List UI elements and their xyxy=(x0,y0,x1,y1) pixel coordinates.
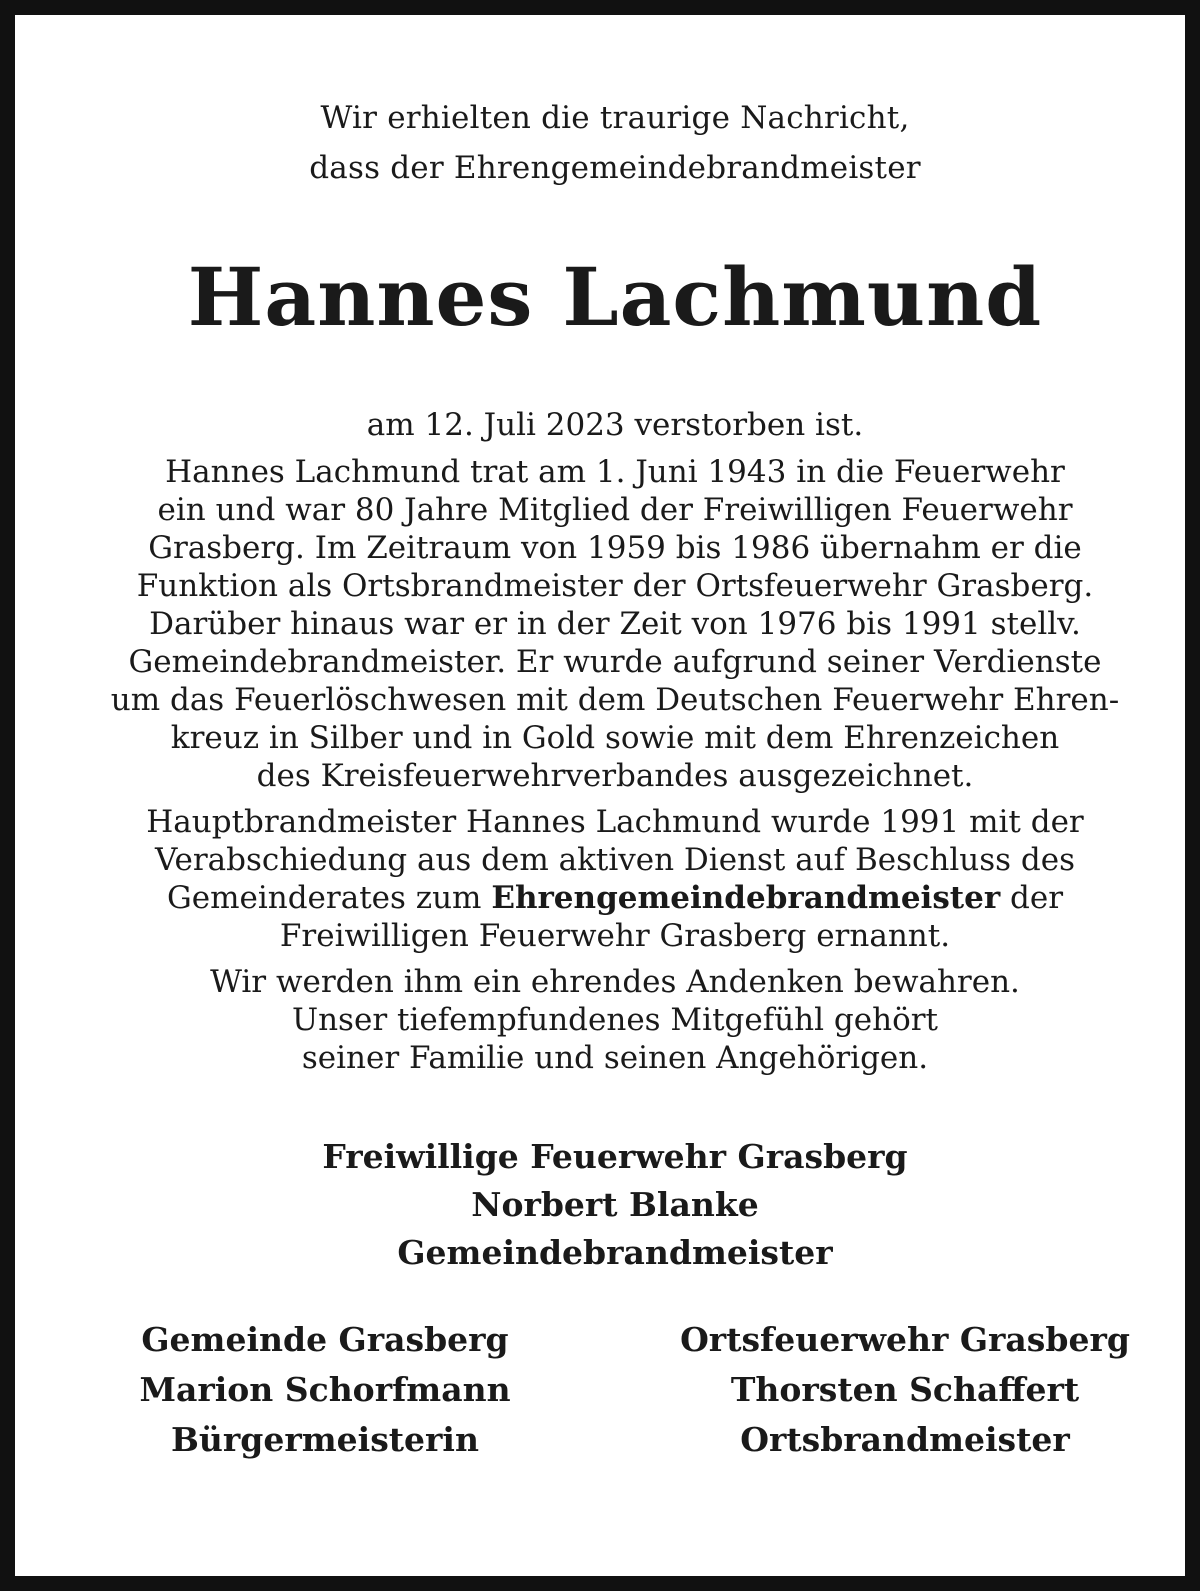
biography-line xyxy=(45,879,1185,917)
honorary-title: Ehrengemeindebrandmeister xyxy=(491,880,1001,916)
signatory-organization: Ortsfeuerwehr Grasberg xyxy=(680,1320,1130,1359)
intro-text xyxy=(45,93,1185,193)
biography-paragraph-1 xyxy=(45,453,1185,795)
signatory-organization: Freiwillige Feuerwehr Grasberg xyxy=(322,1137,908,1176)
closing-line: Wir werden ihm ein ehrendes Andenken bewahren. xyxy=(210,964,1020,1000)
signatory-left xyxy=(45,1315,605,1465)
obituary-content xyxy=(45,45,1185,1465)
biography-line: ein und war 80 Jahre Mitglied der Freiwilligen Feuerwehr xyxy=(157,492,1073,528)
biography-line: Hauptbrandmeister Hannes Lachmund wurde 1991 mit der xyxy=(146,804,1084,840)
death-date-line: am 12. Juli 2023 verstorben ist. xyxy=(366,407,864,443)
signatory-person: Norbert Blanke xyxy=(471,1185,759,1224)
biography xyxy=(45,453,1185,955)
closing-line: seiner Familie und seinen Angehörigen. xyxy=(301,1040,929,1076)
biography-text: Gemeinderates zum xyxy=(166,880,492,916)
closing-line: Unser tiefempfundenes Mitgefühl gehört xyxy=(291,1002,939,1038)
intro-line: dass der Ehrengemeindebrandmeister xyxy=(309,150,921,186)
signatory-role: Ortsbrandmeister xyxy=(740,1420,1070,1459)
intro-line: Wir erhielten die traurige Nachricht, xyxy=(320,100,910,136)
biography-line: Darüber hinaus war er in der Zeit von 1976 bis 1991 stellv. xyxy=(149,606,1081,642)
biography-paragraph-2 xyxy=(45,803,1185,955)
signatory-main xyxy=(45,1133,1185,1277)
signatory-organization: Gemeinde Grasberg xyxy=(141,1320,509,1359)
biography-line: des Kreisfeuerwehrverbandes ausgezeichnet. xyxy=(256,758,974,794)
biography-line: Freiwilligen Feuerwehr Grasberg ernannt. xyxy=(279,918,951,954)
biography-text: der xyxy=(1000,880,1064,916)
signatory-columns xyxy=(45,1315,1185,1465)
closing-words xyxy=(45,963,1185,1077)
biography-line: Hannes Lachmund trat am 1. Juni 1943 in die Feuerwehr xyxy=(165,454,1065,490)
signatory-role: Gemeindebrandmeister xyxy=(397,1233,833,1272)
signatory-person: Thorsten Schaffert xyxy=(730,1370,1080,1409)
deceased-name: Hannes Lachmund xyxy=(187,250,1043,344)
signatory-person: Marion Schorfmann xyxy=(139,1370,511,1409)
signatory-role: Bürgermeisterin xyxy=(171,1420,479,1459)
biography-line: Grasberg. Im Zeitraum von 1959 bis 1986 übernahm er die xyxy=(148,530,1082,566)
biography-line: Gemeindebrandmeister. Er wurde aufgrund seiner Verdienste xyxy=(128,644,1102,680)
biography-line: kreuz in Silber und in Gold sowie mit dem Ehrenzeichen xyxy=(170,720,1060,756)
biography-line: Funktion als Ortsbrandmeister der Ortsfeuerwehr Grasberg. xyxy=(136,568,1094,604)
biography-line: um das Feuerlöschwesen mit dem Deutschen Feuerwehr Ehren- xyxy=(110,682,1120,718)
signatory-right xyxy=(625,1315,1185,1465)
biography-line: Verabschiedung aus dem aktiven Dienst auf Beschluss des xyxy=(154,842,1076,878)
